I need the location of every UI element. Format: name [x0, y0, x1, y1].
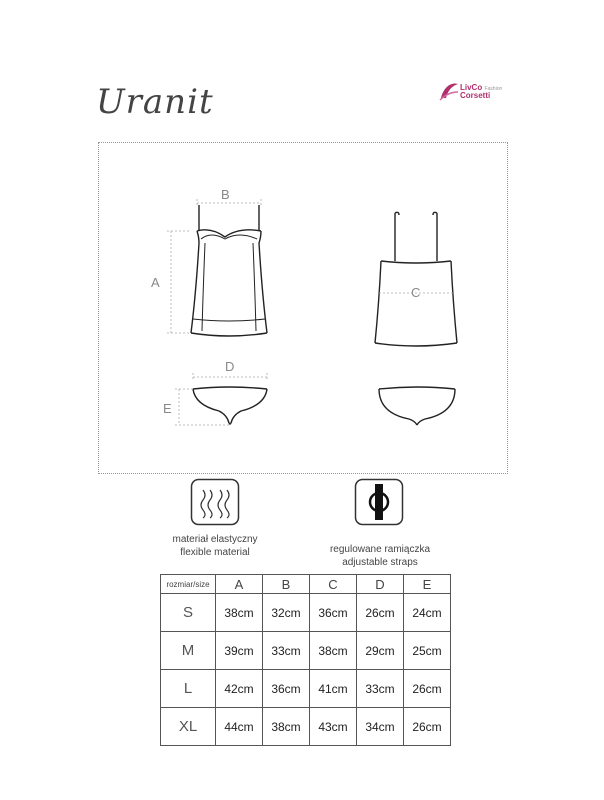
column-header-b: B	[263, 575, 310, 594]
briefs-front-drawing	[193, 387, 267, 424]
size-name-cell: XL	[161, 708, 216, 746]
table-cell: 29cm	[357, 632, 404, 670]
feature-label-english: adjustable straps	[342, 557, 418, 568]
feature-flexible-material	[150, 533, 280, 559]
table-cell: 43cm	[310, 708, 357, 746]
product-title: Uranit	[96, 82, 214, 122]
feature-label-polish: regulowane ramiączka	[329, 544, 431, 555]
table-cell: 32cm	[263, 594, 310, 632]
strap-buckle-icon	[354, 478, 404, 526]
dimension-label-d: D	[225, 359, 235, 374]
table-cell: 38cm	[216, 594, 263, 632]
table-row	[161, 708, 451, 746]
column-header-a: A	[216, 575, 263, 594]
table-cell: 42cm	[216, 670, 263, 708]
table-row	[161, 594, 451, 632]
table-row	[161, 632, 451, 670]
table-cell: 41cm	[310, 670, 357, 708]
table-cell: 33cm	[263, 632, 310, 670]
table-cell: 26cm	[404, 670, 451, 708]
table-row	[161, 670, 451, 708]
table-cell: 26cm	[404, 708, 451, 746]
table-cell: 44cm	[216, 708, 263, 746]
table-cell: 36cm	[263, 670, 310, 708]
briefs-back-drawing	[379, 387, 455, 425]
garment-diagram	[98, 142, 508, 474]
wavy-lines-icon	[190, 478, 240, 526]
brand-swirl-icon	[438, 80, 460, 102]
size-table-header-row	[161, 575, 451, 594]
dimension-label-e: E	[163, 401, 172, 416]
brand-logo	[438, 78, 518, 106]
brand-name-line1: LivCo Fashion	[460, 83, 503, 92]
camisole-front-drawing	[191, 205, 267, 336]
dimension-label-c: C	[411, 285, 421, 300]
size-table	[160, 574, 451, 746]
diagram-drawing	[99, 143, 507, 473]
dimension-label-a: A	[151, 275, 160, 290]
size-name-cell: L	[161, 670, 216, 708]
dimension-label-b: B	[221, 187, 230, 202]
table-cell: 33cm	[357, 670, 404, 708]
table-cell: 38cm	[263, 708, 310, 746]
table-cell: 26cm	[357, 594, 404, 632]
table-cell: 24cm	[404, 594, 451, 632]
camisole-back-drawing	[375, 212, 457, 346]
size-table-corner-header: rozmiar/size	[161, 575, 216, 594]
table-cell: 39cm	[216, 632, 263, 670]
feature-adjustable-straps	[305, 543, 455, 569]
table-cell: 38cm	[310, 632, 357, 670]
column-header-c: C	[310, 575, 357, 594]
table-cell: 34cm	[357, 708, 404, 746]
size-name-cell: S	[161, 594, 216, 632]
feature-label-english: flexible material	[180, 547, 250, 558]
column-header-e: E	[404, 575, 451, 594]
size-name-cell: M	[161, 632, 216, 670]
feature-label-polish: materiał elastyczny	[172, 534, 258, 545]
column-header-d: D	[357, 575, 404, 594]
table-cell: 36cm	[310, 594, 357, 632]
brand-name-line2: Corsetti	[460, 91, 491, 100]
table-cell: 25cm	[404, 632, 451, 670]
